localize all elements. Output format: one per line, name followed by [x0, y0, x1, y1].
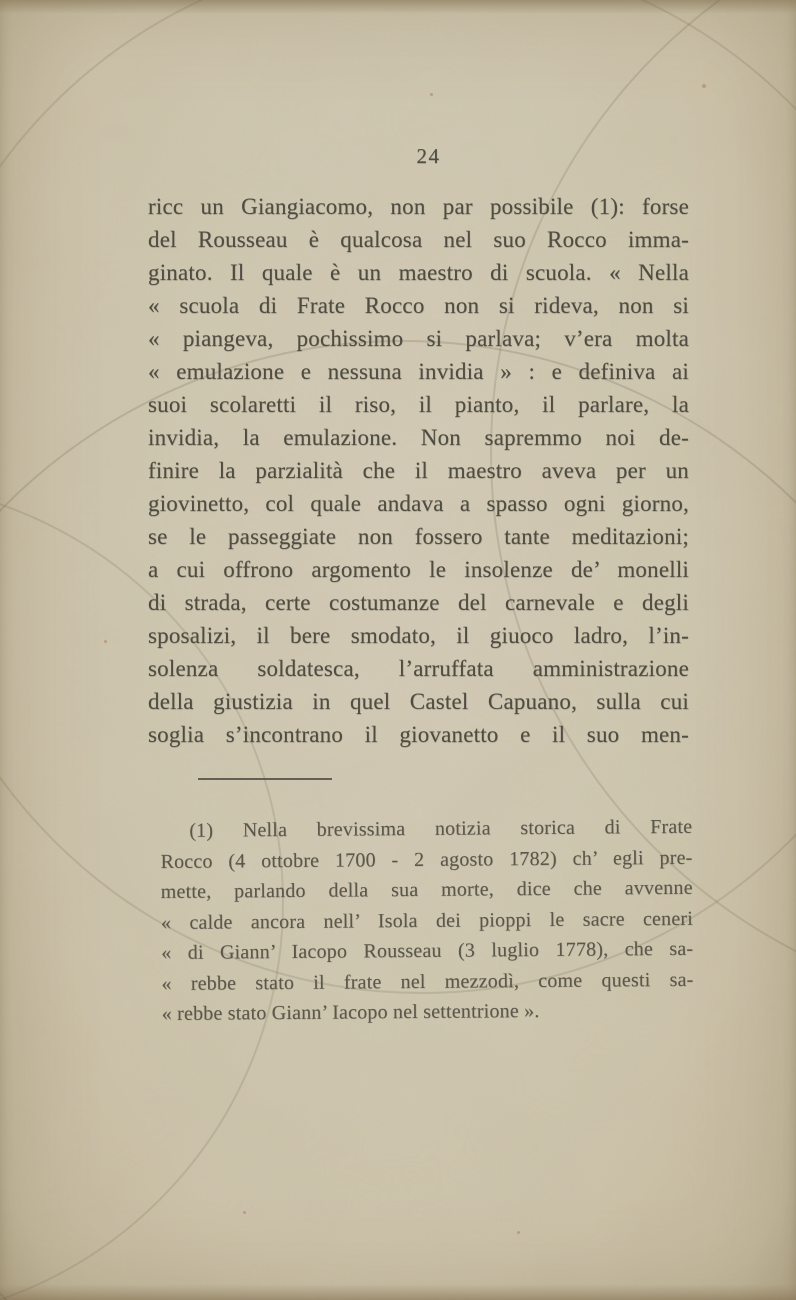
- page-number: 24: [416, 144, 441, 168]
- text-line: soglia s’incontrano il giovanetto e il suo men-: [148, 722, 689, 747]
- text-line: solenza soldatesca, l’arruffata amministrazione: [148, 656, 689, 681]
- foxing-speck: [243, 1211, 246, 1214]
- footnote-line: mette, parlando della sua morte, dice che avvenne: [160, 876, 693, 904]
- text-line: della giustizia in quel Castel Capuano, sulla cui: [148, 689, 689, 714]
- footnote-line: « rebbe stato il frate nel mezzodì, come questi sa-: [161, 968, 694, 995]
- footnote-separator-rule: [198, 778, 332, 780]
- text-line: suoi scolaretti il riso, il pianto, il parlare, la: [148, 392, 689, 417]
- text-line: ginato. Il quale è un maestro di scuola. « Nella: [148, 260, 689, 285]
- footnote-line: « di Giann’ Iacopo Rousseau (3 luglio 1778), che sa-: [161, 937, 694, 964]
- page-bottom-edge-shadow: [0, 1284, 796, 1300]
- text-line: invidia, la emulazione. Non sapremmo noi de-: [148, 425, 689, 450]
- footnote-line: « calde ancora nell’ Isola dei pioppi le sacre ceneri: [160, 907, 694, 934]
- text-line: giovinetto, col quale andava a spasso ogni giorno,: [148, 491, 689, 516]
- foxing-speck: [430, 93, 433, 96]
- foxing-speck: [702, 84, 706, 88]
- text-line: se le passeggiate non fossero tante meditazioni;: [148, 524, 689, 549]
- footnote-line: Rocco (4 ottobre 1700 - 2 agosto 1782) ch’ egli pre-: [160, 846, 693, 873]
- text-line: finire la parzialità che il maestro aveva per un: [148, 458, 689, 483]
- footnote-block: [160, 812, 694, 1030]
- text-line: di strada, certe costumanze del carnevale e degli: [148, 590, 689, 615]
- main-text-block: [148, 190, 689, 751]
- text-line: « piangeva, pochissimo si parlava; v’era molta: [148, 326, 689, 351]
- text-line: ricc un Giangiacomo, non par possibile (1): forse: [148, 194, 689, 219]
- text-line: sposalizi, il bere smodato, il giuoco ladro, l’in-: [148, 623, 689, 648]
- text-line: del Rousseau è qualcosa nel suo Rocco imma-: [148, 227, 689, 252]
- text-line: a cui offrono argomento le insolenze de’ monelli: [148, 557, 689, 582]
- foxing-speck: [517, 1231, 520, 1234]
- footnote-line: « rebbe stato Giann’ Iacopo nel settentrione ».: [161, 1000, 540, 1025]
- page-top-edge-shadow: [0, 0, 796, 14]
- footnote-line: (1) Nella brevissima notizia storica di Frate: [189, 815, 693, 842]
- text-line: « scuola di Frate Rocco non si rideva, non si: [148, 293, 689, 318]
- foxing-speck: [104, 640, 107, 643]
- text-line: « emulazione e nessuna invidia » : e definiva ai: [148, 359, 689, 384]
